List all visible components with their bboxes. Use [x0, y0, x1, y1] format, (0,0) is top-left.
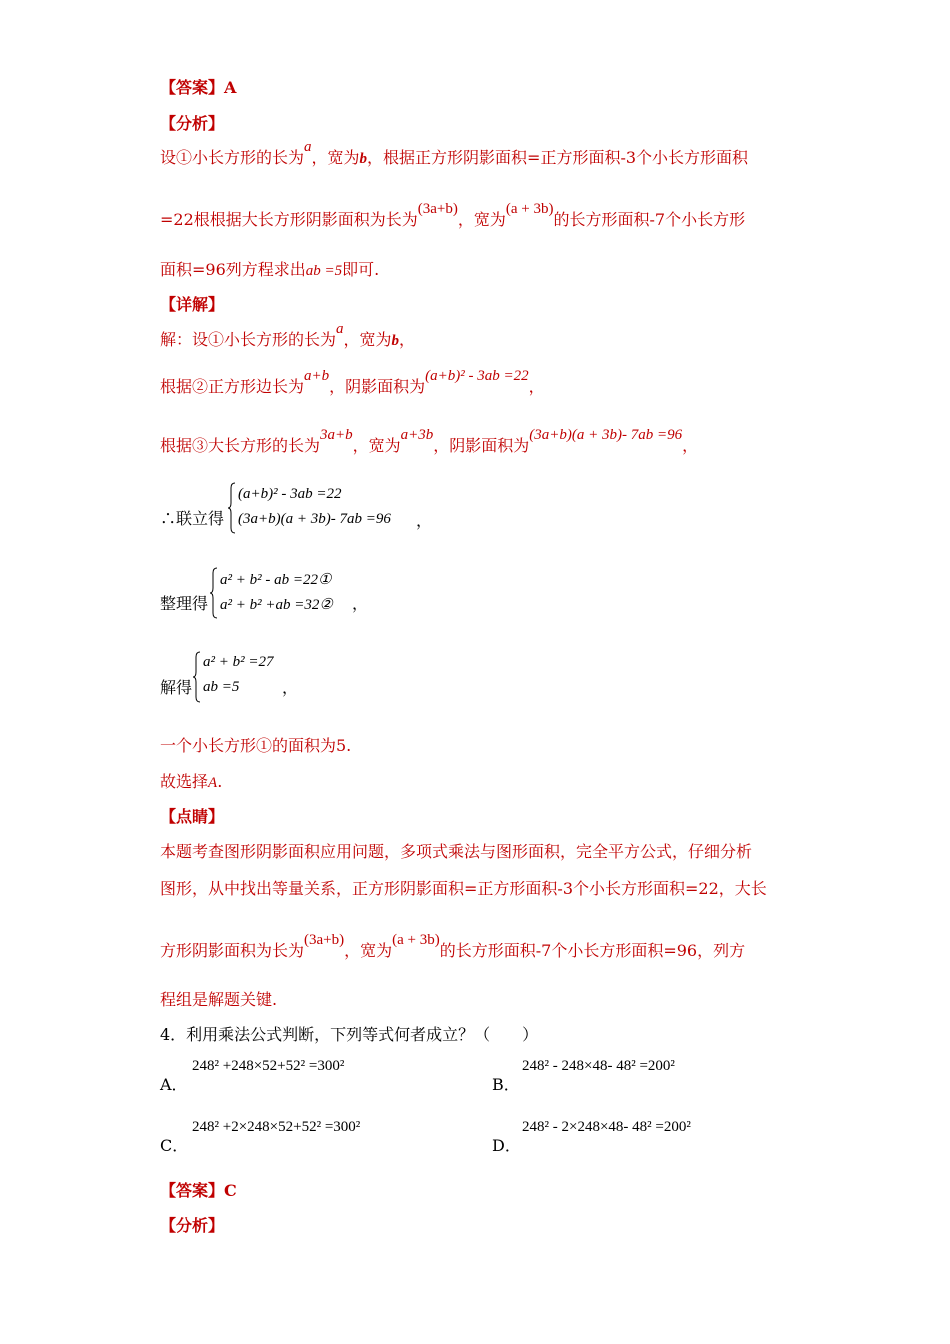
option-c-equation: 248² +2×248×52+52² =300² [192, 1119, 361, 1135]
math-square-eq: (a+b)² - 3ab =22 [425, 368, 529, 384]
analysis-tag: 【分析】 [160, 114, 225, 133]
answer-value: A [224, 78, 237, 97]
detail-line-1: 解：设①小长方形的长为a，宽为b， [160, 321, 416, 349]
math-big-eq: (3a+b)(a + 3b)- 7ab =96 [529, 427, 683, 443]
detail-line-2: 根据②正方形边长为a+b，阴影面积为(a+b)² - 3ab =22， [160, 368, 545, 396]
sort-label: 整理得 [160, 594, 209, 613]
brace-icon [193, 651, 201, 703]
detail-line-3: 根据③大长方形的长为3a+b，宽为a+3b，阴影面积为(3a+b)(a + 3b)- 7ab =96， [160, 427, 699, 455]
option-c-label: C． [160, 1136, 189, 1155]
math-a: a [304, 139, 312, 155]
brace-icon [210, 567, 218, 619]
comment-line-2: 图形，从中找出等量关系，正方形阴影面积=正方形面积-3个小长方形面积=22，大长 [160, 879, 767, 898]
comment-tag: 【点睛】 [160, 807, 225, 826]
q4-answer-line: 【答案】C [160, 1181, 237, 1200]
math-b: b [359, 151, 368, 167]
option-d-label: D． [492, 1136, 521, 1155]
answer-line [160, 78, 236, 98]
detail-tag: 【详解】 [160, 295, 225, 314]
equation-system-1: (a+b)² - 3ab =22 (3a+b)(a + 3b)- 7ab =96 [228, 482, 428, 534]
option-b-equation: 248² - 248×48- 48² =200² [522, 1058, 675, 1074]
analysis-line-2: =22根根据大长方形阴影面积为长为(3a+b)，宽为(a + 3b)的长方形面积-7个小长方形 [160, 201, 746, 229]
conclusion: 一个小长方形①的面积为5. [160, 736, 352, 755]
option-a-equation: 248² +248×52+52² =300² [192, 1058, 345, 1074]
comment-line-4: 程组是解题关键. [160, 990, 278, 1009]
answer-tag: 【答案】 [160, 78, 225, 97]
solve-label: 解得 [160, 678, 193, 697]
choose-line: 故选择A. [160, 772, 223, 791]
question-4-stem: 4．利用乘法公式判断，下列等式何者成立？（ ） [160, 1025, 539, 1044]
math-3a-plus-b: (3a+b) [417, 201, 458, 217]
equation-system-3: a² + b² =27 ab =5 [193, 651, 313, 703]
analysis-line-3: 面积=96列方程求出ab =5即可. [160, 260, 380, 279]
brace-icon [228, 482, 236, 534]
comment-line-3: 方形阴影面积为长为(3a+b)，宽为(a + 3b)的长方形面积-7个小长方形面积=96，列方 [160, 932, 746, 960]
math-a-plus-3b: (a + 3b) [505, 201, 554, 217]
q4-analysis-tag: 【分析】 [160, 1216, 225, 1235]
math-ab-5: ab =5 [305, 263, 343, 279]
equation-system-2: a² + b² - ab =22① a² + b² +ab =32② [210, 567, 370, 619]
option-a-label: A． [160, 1075, 188, 1094]
joint-label: ∴联立得 [160, 509, 225, 528]
analysis-line-1: 设①小长方形的长为a，宽为b，根据正方形阴影面积=正方形面积-3个小长方形面积 [160, 139, 749, 167]
option-d-equation: 248² - 2×248×48- 48² =200² [522, 1119, 691, 1135]
comment-line-1: 本题考查图形阴影面积应用问题，多项式乘法与图形面积，完全平方公式，仔细分析 [160, 842, 753, 861]
option-b-label: B． [492, 1075, 520, 1094]
document-page: 【答案】A 【分析】 设①小长方形的长为a，宽为b，根据正方形阴影面积=正方形面积-3个小长方形面积 =22根根据大长方形阴影面积为长为(3a+b)，宽为(a + 3b)的长方形面积-7个小长方形 面积=96列方程求出ab =5即可. 【详解】 解：设①小长方形的长为a，宽为b， 根据②正方形边长为a+b，阴影面积为(a+b)² - 3ab =22， 根据③大长方形的长为3a+b，宽为a+3b，阴影面积为(3a+b)(a + 3b)- 7ab =96， ∴联立得 (a+b)² - 3ab =22 (3a+b)(a + 3b)- 7ab =96 ， 整理得 a² + b² - ab =22① a² + b² +ab =32② ， 解得 a² + b² =27 ab =5 ， 一个小长方形①的面积为5. 故选择A. 【点睛】 本题考查图形阴影面积应用问题，多项式乘法与图形面积，完全平方公式，仔细分析 图形，从中找出等量关系，正方形阴影面积=正方形面积-3个小长方形面积=22，大长 方形阴影面积为长为(3a+b)，宽为(a + 3b)的长方形面积-7个小长方形面积=96，列方 程组是解题关键. 4．利用乘法公式判断，下列等式何者成立？（ ） A． 248² +248×52+52² =300² B． 248² - 248×48- 48² =200² C． 248² +2×248×52+52² =300² D． 248² - 2×248×48- 48² =200² 【答案】C 【分析】 [160, 78, 767, 1235]
